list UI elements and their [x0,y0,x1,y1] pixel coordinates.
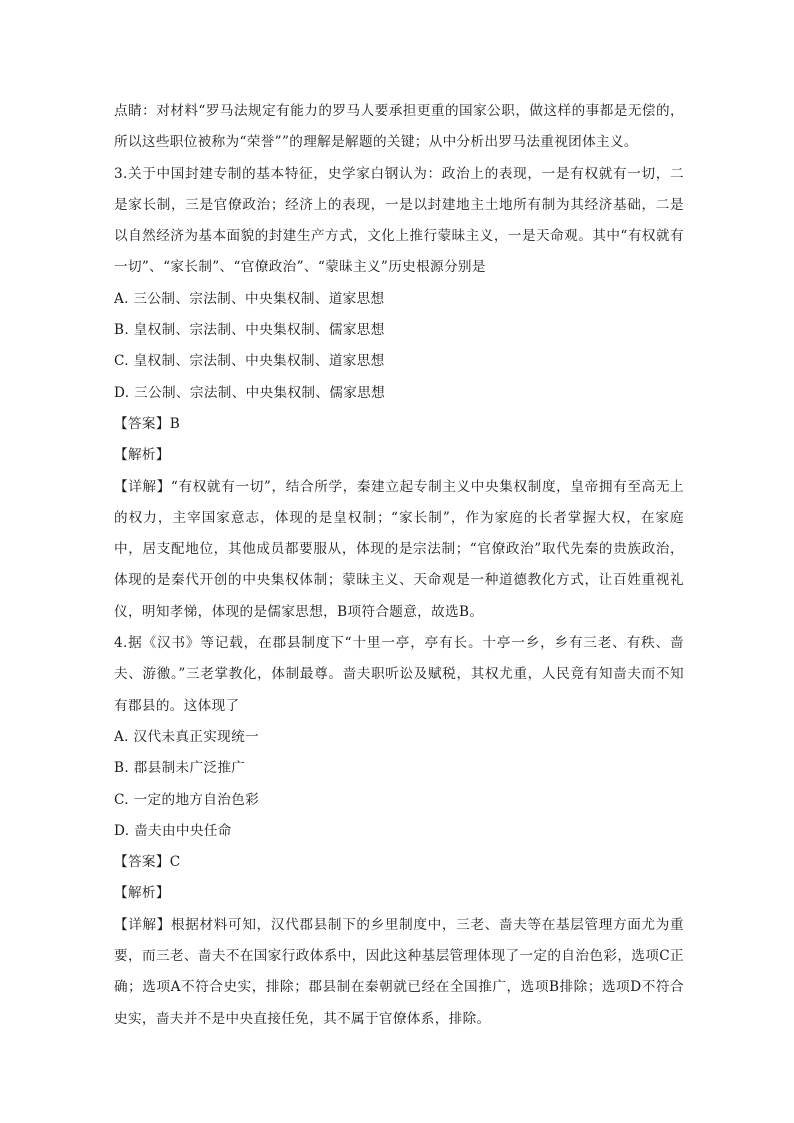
question-3-answer: 【答案】B [114,415,181,432]
document-body [114,96,684,1035]
question-4-option-c: C. 一定的地方自治色彩 [114,791,260,808]
question-3-option-a: A. 三公制、宗法制、中央集权制、道家思想 [114,290,385,307]
question-3-detail: 【详解】“有权就有一切”，结合所学，秦建立起专制主义中央集权制度，皇帝拥有至高无上的权力，主宰国家意志，体现的是皇权制；“家长制”，作为家庭的长者掌握大权，在家庭中，居支配地位，其他成员都要服从，体现的是宗法制；“官僚政治”取代先秦的贵族政治，体现的是秦代开创的中央集权体制；蒙昧主义、天命观是一种道德教化方式，让百姓重视礼仪，明知孝悌，体现的是儒家思想，B项符合题意，故选B。 [114,478,684,620]
question-4-option-b: B. 郡县制未广泛推广 [114,760,246,777]
question-4-option-a: A. 汉代未真正实现统一 [114,728,260,745]
question-4-analysis-label: 【解析】 [114,885,170,902]
question-3-option-c: C. 皇权制、宗法制、中央集权制、道家思想 [114,353,385,370]
question-4-answer: 【答案】C [114,854,181,871]
question-3-option-d: D. 三公制、宗法制、中央集权制、儒家思想 [114,384,386,401]
question-4-stem: 4.据《汉书》等记载，在郡县制度下“十里一亭，亭有长。十亭一乡，乡有三老、有秩、啬夫、游徼。”三老掌教化，体制最尊。啬夫职听讼及赋税，其权尤重，人民竟有知啬夫而不知有郡县的。这体现了 [114,635,684,714]
note-paragraph: 点睛：对材料“罗马法规定有能力的罗马人要承担更重的国家公职，做这样的事都是无偿的，所以这些职位被称为“荣誉””的理解是解题的关键；从中分析出罗马法重视团体主义。 [114,103,684,151]
question-3-stem: 3.关于中国封建专制的基本特征，史学家白钢认为：政治上的表现，一是有权就有一切，二是家长制，三是官僚政治；经济上的表现，一是以封建地主土地所有制为其经济基础，二是以自然经济为基本面貌的封建生产方式，文化上推行蒙昧主义，一是天命观。其中“有权就有一切”、“家长制”、“官僚政治”、“蒙昧主义”历史根源分别是 [114,165,684,276]
question-3-option-b: B. 皇权制、宗法制、中央集权制、儒家思想 [114,322,385,339]
question-4-detail: 【详解】根据材料可知，汉代郡县制下的乡里制度中，三老、啬夫等在基层管理方面尤为重要，而三老、啬夫不在国家行政体系中，因此这种基层管理体现了一定的自治色彩，选项C正确；选项A不符合史实，排除；郡县制在秦朝就已经在全国推广，选项B排除；选项D不符合史实，啬夫并不是中央直接任免，其不属于官僚体系，排除。 [114,916,684,1027]
question-4-option-d: D. 啬夫由中央任命 [114,822,232,839]
question-3-analysis-label: 【解析】 [114,447,170,464]
